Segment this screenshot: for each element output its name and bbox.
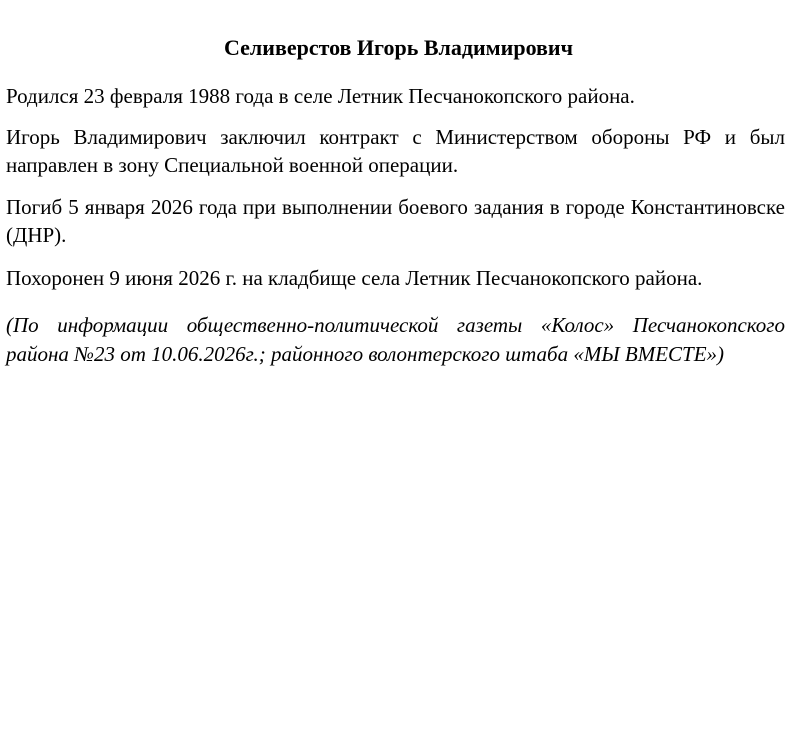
document-body — [6, 34, 785, 369]
document-title: Селиверстов Игорь Владимирович — [224, 35, 573, 60]
source-citation: (По информации общественно-политической газеты «Колос» Песчанокопского района №23 от 10.06.2026г.; районного волонтерского штаба «МЫ ВМЕСТЕ») — [6, 313, 785, 366]
paragraph-birth: Родился 23 февраля 1988 года в селе Летник Песчанокопского района. — [6, 84, 635, 108]
paragraph-burial: Похоронен 9 июня 2026 г. на кладбище села Летник Песчанокопского района. — [6, 266, 703, 290]
paragraph-death: Погиб 5 января 2026 года при выполнении боевого задания в городе Константиновске (ДНР). — [6, 195, 785, 247]
paragraph-contract: Игорь Владимирович заключил контракт с Министерством обороны РФ и был направлен в зону Специальной военной операции. — [6, 125, 785, 177]
